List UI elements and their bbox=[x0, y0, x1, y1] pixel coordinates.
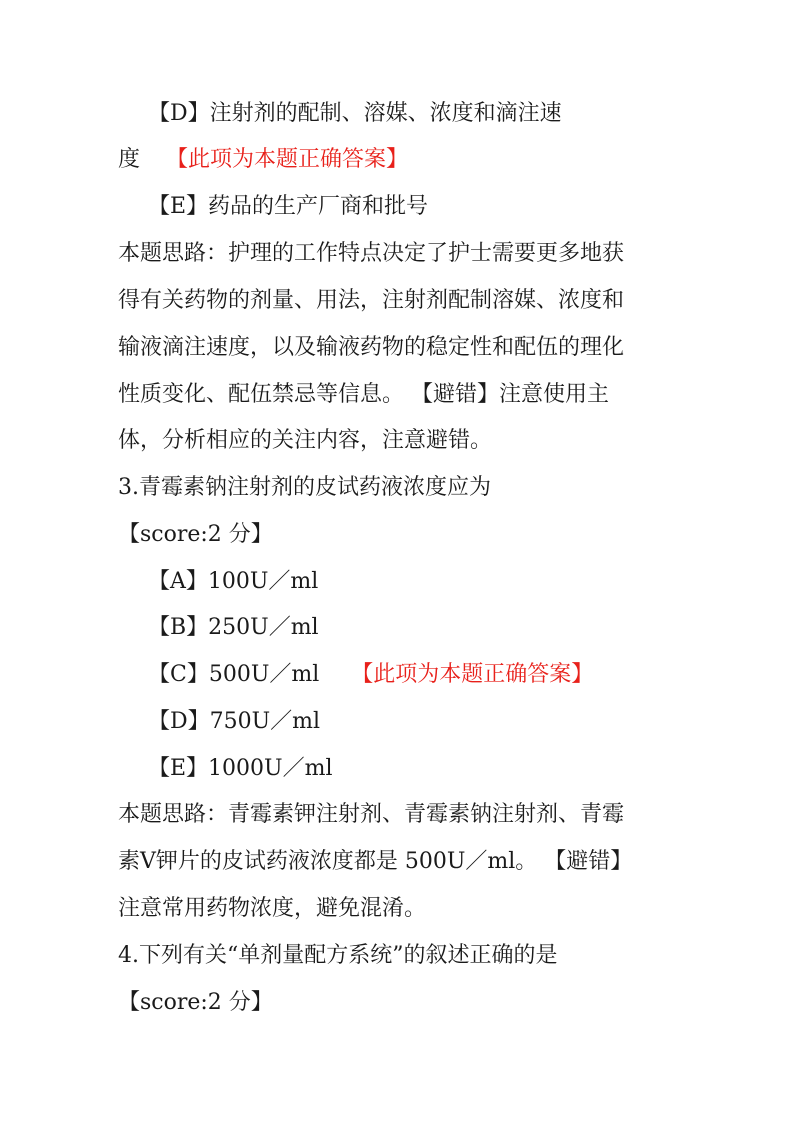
q3-score: 【score:2 分】 bbox=[118, 522, 273, 547]
q3-option-c bbox=[148, 658, 593, 692]
q2-option-d-line2 bbox=[118, 143, 408, 177]
q2-explanation-line: 性质变化、配伍禁忌等信息。 【避错】注意使用主 bbox=[118, 382, 609, 407]
q2-explanation-line: 得有关药物的剂量、用法，注射剂配制溶媒、浓度和 bbox=[118, 288, 625, 313]
q4-score: 【score:2 分】 bbox=[118, 990, 273, 1015]
q3-option-c-text: 【C】500U／ml bbox=[148, 662, 320, 687]
q3-option-d: 【D】750U／ml bbox=[148, 709, 321, 734]
q2-correct-answer-mark: 【此项为本题正确答案】 bbox=[166, 147, 409, 172]
q2-explanation-line: 输液滴注速度，以及输液药物的稳定性和配伍的理化 bbox=[118, 335, 625, 360]
q2-option-d-line1: 【D】注射剂的配制、溶媒、浓度和滴注速 bbox=[148, 101, 562, 126]
q4-question: 4.下列有关“单剂量配方系统”的叙述正确的是 bbox=[118, 943, 558, 968]
q3-question: 3.青霉素钠注射剂的皮试药液浓度应为 bbox=[118, 475, 491, 500]
q2-explanation-line: 体，分析相应的关注内容，注意避错。 bbox=[118, 428, 493, 453]
q3-option-b: 【B】250U／ml bbox=[148, 615, 319, 640]
q2-option-e: 【E】药品的生产厂商和批号 bbox=[148, 194, 429, 219]
q3-correct-answer-mark: 【此项为本题正确答案】 bbox=[351, 662, 594, 687]
q2-explanation-line: 本题思路：护理的工作特点决定了护士需要更多地获 bbox=[118, 241, 625, 266]
q3-explanation-line: 素Ⅴ钾片的皮试药液浓度都是 500U／ml。 【避错】 bbox=[118, 849, 633, 874]
q2-option-d-continuation: 度 bbox=[118, 147, 141, 172]
q3-explanation-line: 本题思路：青霉素钾注射剂、青霉素钠注射剂、青霉 bbox=[118, 802, 625, 827]
q3-option-e: 【E】1000U／ml bbox=[148, 756, 333, 781]
q3-option-a: 【A】100U／ml bbox=[148, 569, 319, 594]
q3-explanation-line: 注意常用药物浓度，避免混淆。 bbox=[118, 896, 427, 921]
